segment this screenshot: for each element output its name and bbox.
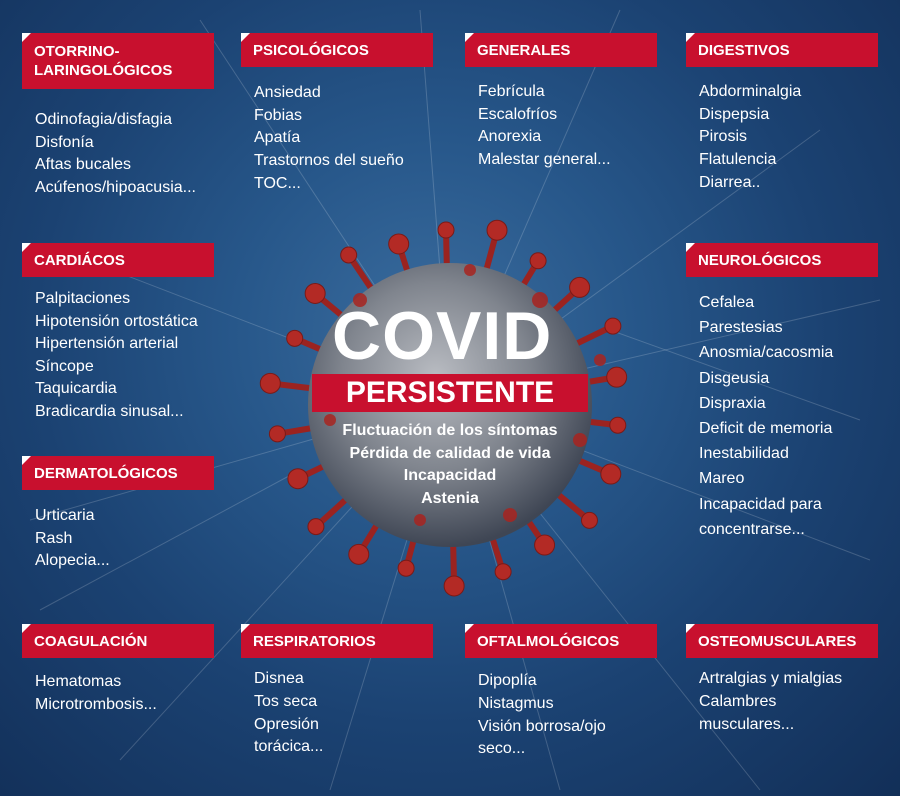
list-item: Hipertensión arterial [35, 335, 179, 353]
list-item: Aftas bucales [35, 156, 132, 174]
virus-spike-head [260, 373, 280, 393]
virus-spike-head [581, 512, 597, 528]
virus-spike-stem [492, 536, 502, 566]
virus-spike-head [341, 247, 357, 263]
virus-spike-head [570, 277, 590, 297]
virus-spike-head [610, 417, 626, 433]
virus-spike-head [398, 560, 414, 576]
title-covid: COVID [332, 298, 553, 374]
list-coagulacion [35, 671, 157, 716]
list-osteomusculares [699, 668, 869, 736]
list-item: Mareo [699, 470, 745, 488]
list-item: TOC... [254, 174, 301, 192]
header-otorrino [22, 33, 214, 89]
list-item: Dipoplía [478, 672, 537, 689]
header-oftalmologicos [465, 624, 657, 658]
header-dermatologicos [22, 456, 214, 490]
list-cardiacos [35, 288, 198, 424]
list-digestivos [699, 81, 801, 195]
list-item: Diarrea.. [699, 173, 761, 191]
header-neurologicos [686, 243, 878, 277]
header-cardiacos-label: CARDIÁCOS [34, 251, 125, 269]
header-coagulacion [22, 624, 214, 658]
list-item: Anosmia/cacosmia [699, 344, 834, 362]
list-otorrino [35, 109, 196, 200]
header-coagulacion-label: COAGULACIÓN [34, 632, 148, 650]
center-summary-list [300, 420, 600, 510]
list-item: Acúfenos/hipoacusia... [35, 179, 196, 197]
virus-spike-head [601, 464, 621, 484]
virus-spike-head [287, 330, 303, 346]
list-item: Hematomas [35, 673, 122, 690]
title-persistente: PERSISTENTE [312, 374, 588, 412]
list-item: Incapacidad para concentrarse... [699, 495, 822, 538]
list-item: Deficit de memoria [699, 420, 833, 438]
list-item: Parestesias [699, 319, 783, 337]
list-item: Febrícula [478, 83, 545, 100]
list-oftalmologicos [478, 670, 628, 761]
list-item: Síncope [35, 357, 94, 375]
list-item: Rash [35, 529, 73, 547]
list-item: Opresión torácica... [254, 715, 324, 756]
list-item: Escalofríos [478, 105, 558, 123]
header-osteomusculares [686, 624, 878, 658]
header-psicologicos-label: PSICOLÓGICOS [253, 41, 369, 59]
list-item: Anorexia [478, 128, 542, 146]
list-item: Bradicardia sinusal... [35, 402, 184, 420]
list-item: Fobias [254, 106, 303, 124]
list-item: Disgeusia [699, 369, 770, 387]
list-item: Urticaria [35, 507, 95, 524]
header-generales-label: GENERALES [477, 41, 571, 59]
virus-spike-head [308, 519, 324, 535]
virus-spike-head [305, 283, 325, 303]
list-item: Pirosis [699, 128, 748, 146]
list-item: Abdorminalgia [699, 83, 802, 100]
center-item: Astenia [421, 489, 479, 507]
list-dermatologicos [35, 505, 110, 573]
header-oftalmologicos-label: OFTALMOLÓGICOS [477, 632, 620, 650]
header-otorrino-line2: LARINGOLÓGICOS [34, 62, 173, 79]
list-psicologicos [254, 82, 404, 196]
list-neurologicos [699, 290, 859, 542]
header-digestivos-label: DIGESTIVOS [698, 41, 790, 59]
header-generales [465, 33, 657, 67]
list-item: Flatulencia [699, 151, 777, 169]
list-item: Microtrombosis... [35, 695, 157, 713]
virus-spike-head [495, 564, 511, 580]
center-item: Fluctuación de los síntomas [342, 422, 558, 439]
header-otorrino-line1: OTORRINO- [34, 43, 120, 60]
list-item: Odinofagia/disfagia [35, 111, 172, 128]
virus-spike-stem [574, 328, 608, 345]
virus-spike-head [269, 426, 285, 442]
virus-spike-head [349, 544, 369, 564]
header-respiratorios-label: RESPIRATORIOS [253, 632, 376, 650]
list-item: Visión borrosa/ojo seco... [478, 717, 606, 758]
virus-spike-head [438, 222, 454, 238]
virus-spike-stem [351, 259, 372, 290]
header-psicologicos [241, 33, 433, 67]
list-item: Dispraxia [699, 394, 766, 412]
header-cardiacos [22, 243, 214, 277]
list-item: Calambres musculares... [699, 692, 795, 733]
list-item: Alopecia... [35, 552, 110, 570]
center-item: Incapacidad [403, 467, 497, 484]
virus-spike-head [389, 234, 409, 254]
header-neurologicos-label: NEUROLÓGICOS [698, 251, 822, 269]
list-item: Hipotensión ortostática [35, 312, 198, 330]
header-digestivos [686, 33, 878, 67]
list-respiratorios [254, 668, 364, 759]
virus-spike-head [607, 367, 627, 387]
list-item: Inestabilidad [699, 445, 789, 463]
header-respiratorios [241, 624, 433, 658]
header-osteomusculares-label: OSTEOMUSCULARES [698, 632, 857, 650]
list-item: Apatía [254, 129, 301, 147]
virus-spike-head [530, 253, 546, 269]
virus-spike-head [535, 535, 555, 555]
list-item: Malestar general... [478, 151, 611, 169]
list-item: Cefalea [699, 294, 755, 311]
list-item: Disfonía [35, 133, 94, 151]
list-item: Trastornos del sueño [254, 152, 404, 170]
virus-spike-stem [486, 235, 496, 272]
header-dermatologicos-label: DERMATOLÓGICOS [34, 464, 178, 482]
virus-spike-head [487, 220, 507, 240]
list-item: Disnea [254, 670, 304, 687]
list-item: Ansiedad [254, 84, 321, 101]
list-item: Tos seca [254, 692, 318, 710]
virus-spike-head [605, 318, 621, 334]
virus-spike-head [444, 576, 464, 596]
list-item: Taquicardia [35, 380, 117, 398]
center-item: Pérdida de calidad de vida [349, 444, 551, 462]
list-item: Palpitaciones [35, 290, 131, 307]
list-item: Dispepsia [699, 105, 770, 123]
list-item: Nistagmus [478, 694, 554, 712]
virus-spike-stem [453, 543, 454, 581]
virus-spike-stem [446, 235, 447, 267]
virus-spike-stem [275, 384, 313, 389]
list-generales [478, 81, 611, 172]
list-item: Artralgias y mialgias [699, 670, 843, 687]
